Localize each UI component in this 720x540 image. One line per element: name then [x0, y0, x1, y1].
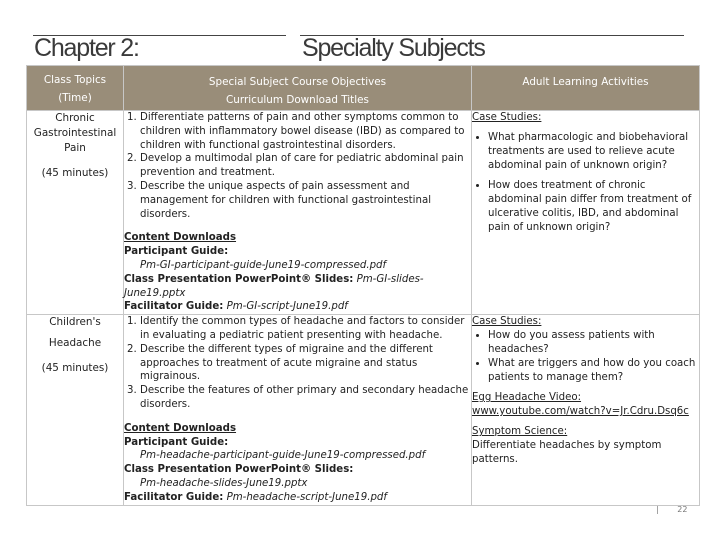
- facilitator-guide-file[interactable]: Pm-headache-script-June19.pdf: [226, 491, 387, 503]
- slides-label: Class Presentation PowerPoint® Slides:: [124, 273, 354, 285]
- activities-cell-headache: [472, 315, 700, 505]
- topic-cell-headache: [27, 315, 124, 505]
- header-downloads-label: Curriculum Download Titles: [226, 94, 369, 106]
- content-downloads-title: Content Downloads: [124, 232, 237, 244]
- header-class-topics: [27, 66, 124, 111]
- case-study-item: • What pharmacologic and biobehavioral treatments are used to relieve acute abdominal pain of unknown origin?: [488, 131, 699, 173]
- content-downloads: [124, 231, 471, 314]
- header-objectives-label: Special Subject Course Objectives: [208, 76, 387, 88]
- video-link[interactable]: www.youtube.com/watch?v=Jr.Cdru.Dsq6c: [472, 406, 689, 418]
- participant-guide-file[interactable]: Pm-GI-participant-guide-June19-compressed.pdf: [140, 259, 387, 271]
- table-header-row: [27, 66, 700, 111]
- topic-cell-gi: [27, 111, 124, 315]
- objectives-cell-headache: [124, 315, 472, 505]
- case-studies-list: [472, 131, 699, 235]
- footer-separator: |: [656, 505, 659, 514]
- objective-item: 3. Describe the features of other primary and secondary headache disorders.: [140, 384, 471, 412]
- topic-title: Chronic Gastrointestinal Pain: [33, 112, 117, 154]
- subject-title: Specialty Subjects: [302, 34, 485, 62]
- content-downloads: [124, 422, 471, 505]
- facilitator-guide-label: Facilitator Guide:: [124, 491, 224, 503]
- content-downloads-title: Content Downloads: [124, 422, 237, 434]
- objective-item: 2. Describe the different types of migraine and the different approaches to treatment of acute migraine and status migrainous.: [140, 343, 471, 384]
- case-studies-title: Case Studies:: [472, 316, 542, 328]
- topic-title-line2: Headache: [48, 337, 102, 350]
- objectives-list: [124, 111, 471, 221]
- case-study-item: • How do you assess patients with headaches?: [488, 329, 699, 357]
- slides-file[interactable]: Pm-GI-slides-June19.pptx: [124, 273, 424, 299]
- video-title: Egg Headache Video:: [472, 392, 582, 404]
- slides-label: Class Presentation PowerPoint® Slides:: [124, 464, 354, 476]
- participant-guide-label: Participant Guide:: [124, 246, 229, 258]
- participant-guide-label: Participant Guide:: [124, 436, 229, 448]
- objectives-list: [124, 315, 471, 412]
- objective-item: 1. Identify the common types of headache and factors to consider in evaluating a pediatric patient presenting with headache.: [140, 315, 471, 343]
- table-row: [27, 315, 700, 505]
- page-number: 22: [677, 505, 688, 514]
- case-study-item: • What are triggers and how do you coach patients to manage them?: [488, 357, 699, 385]
- chapter-title: Chapter 2:: [34, 34, 139, 62]
- table-row: [27, 111, 700, 315]
- page-footer: [656, 505, 687, 514]
- case-study-item: • How does treatment of chronic abdominal pain differ from treatment of ulcerative colitis, IBD, and abdominal pain of unknown origin?: [488, 179, 699, 235]
- objective-item: 1. Differentiate patterns of pain and other symptoms common to children with inflammatory bowel disease (IBD) as compared to children with functional gastrointestinal disorders.: [140, 111, 471, 152]
- participant-guide-file[interactable]: Pm-headache-participant-guide-June19-compressed.pdf: [140, 450, 426, 462]
- topic-time: (45 minutes): [41, 362, 109, 375]
- topic-title-line1: Children's: [49, 316, 101, 329]
- facilitator-guide-label: Facilitator Guide:: [124, 301, 224, 313]
- objectives-cell-gi: [124, 111, 472, 315]
- symptom-science-text: Differentiate headaches by symptom patterns.: [472, 440, 662, 466]
- header-topics-label: Class Topics: [43, 74, 107, 86]
- header-objectives: [124, 66, 472, 111]
- header-activities: [472, 66, 700, 111]
- header-activities-label: Adult Learning Activities: [522, 76, 649, 88]
- slides-file[interactable]: Pm-headache-slides-June19.pptx: [140, 477, 308, 489]
- activities-cell-gi: [472, 111, 700, 315]
- case-studies-list: [472, 329, 699, 385]
- objective-item: 3. Describe the unique aspects of pain assessment and management for children with functional gastrointestinal disorders.: [140, 180, 471, 221]
- facilitator-guide-file[interactable]: Pm-GI-script-June19.pdf: [226, 301, 348, 313]
- curriculum-table: [26, 65, 700, 506]
- case-studies-title: Case Studies:: [472, 112, 542, 123]
- objective-item: 2. Develop a multimodal plan of care for pediatric abdominal pain prevention and treatment.: [140, 152, 471, 180]
- topic-time: (45 minutes): [41, 167, 109, 179]
- header-time-label: (Time): [58, 92, 92, 104]
- symptom-science-title: Symptom Science:: [472, 426, 568, 438]
